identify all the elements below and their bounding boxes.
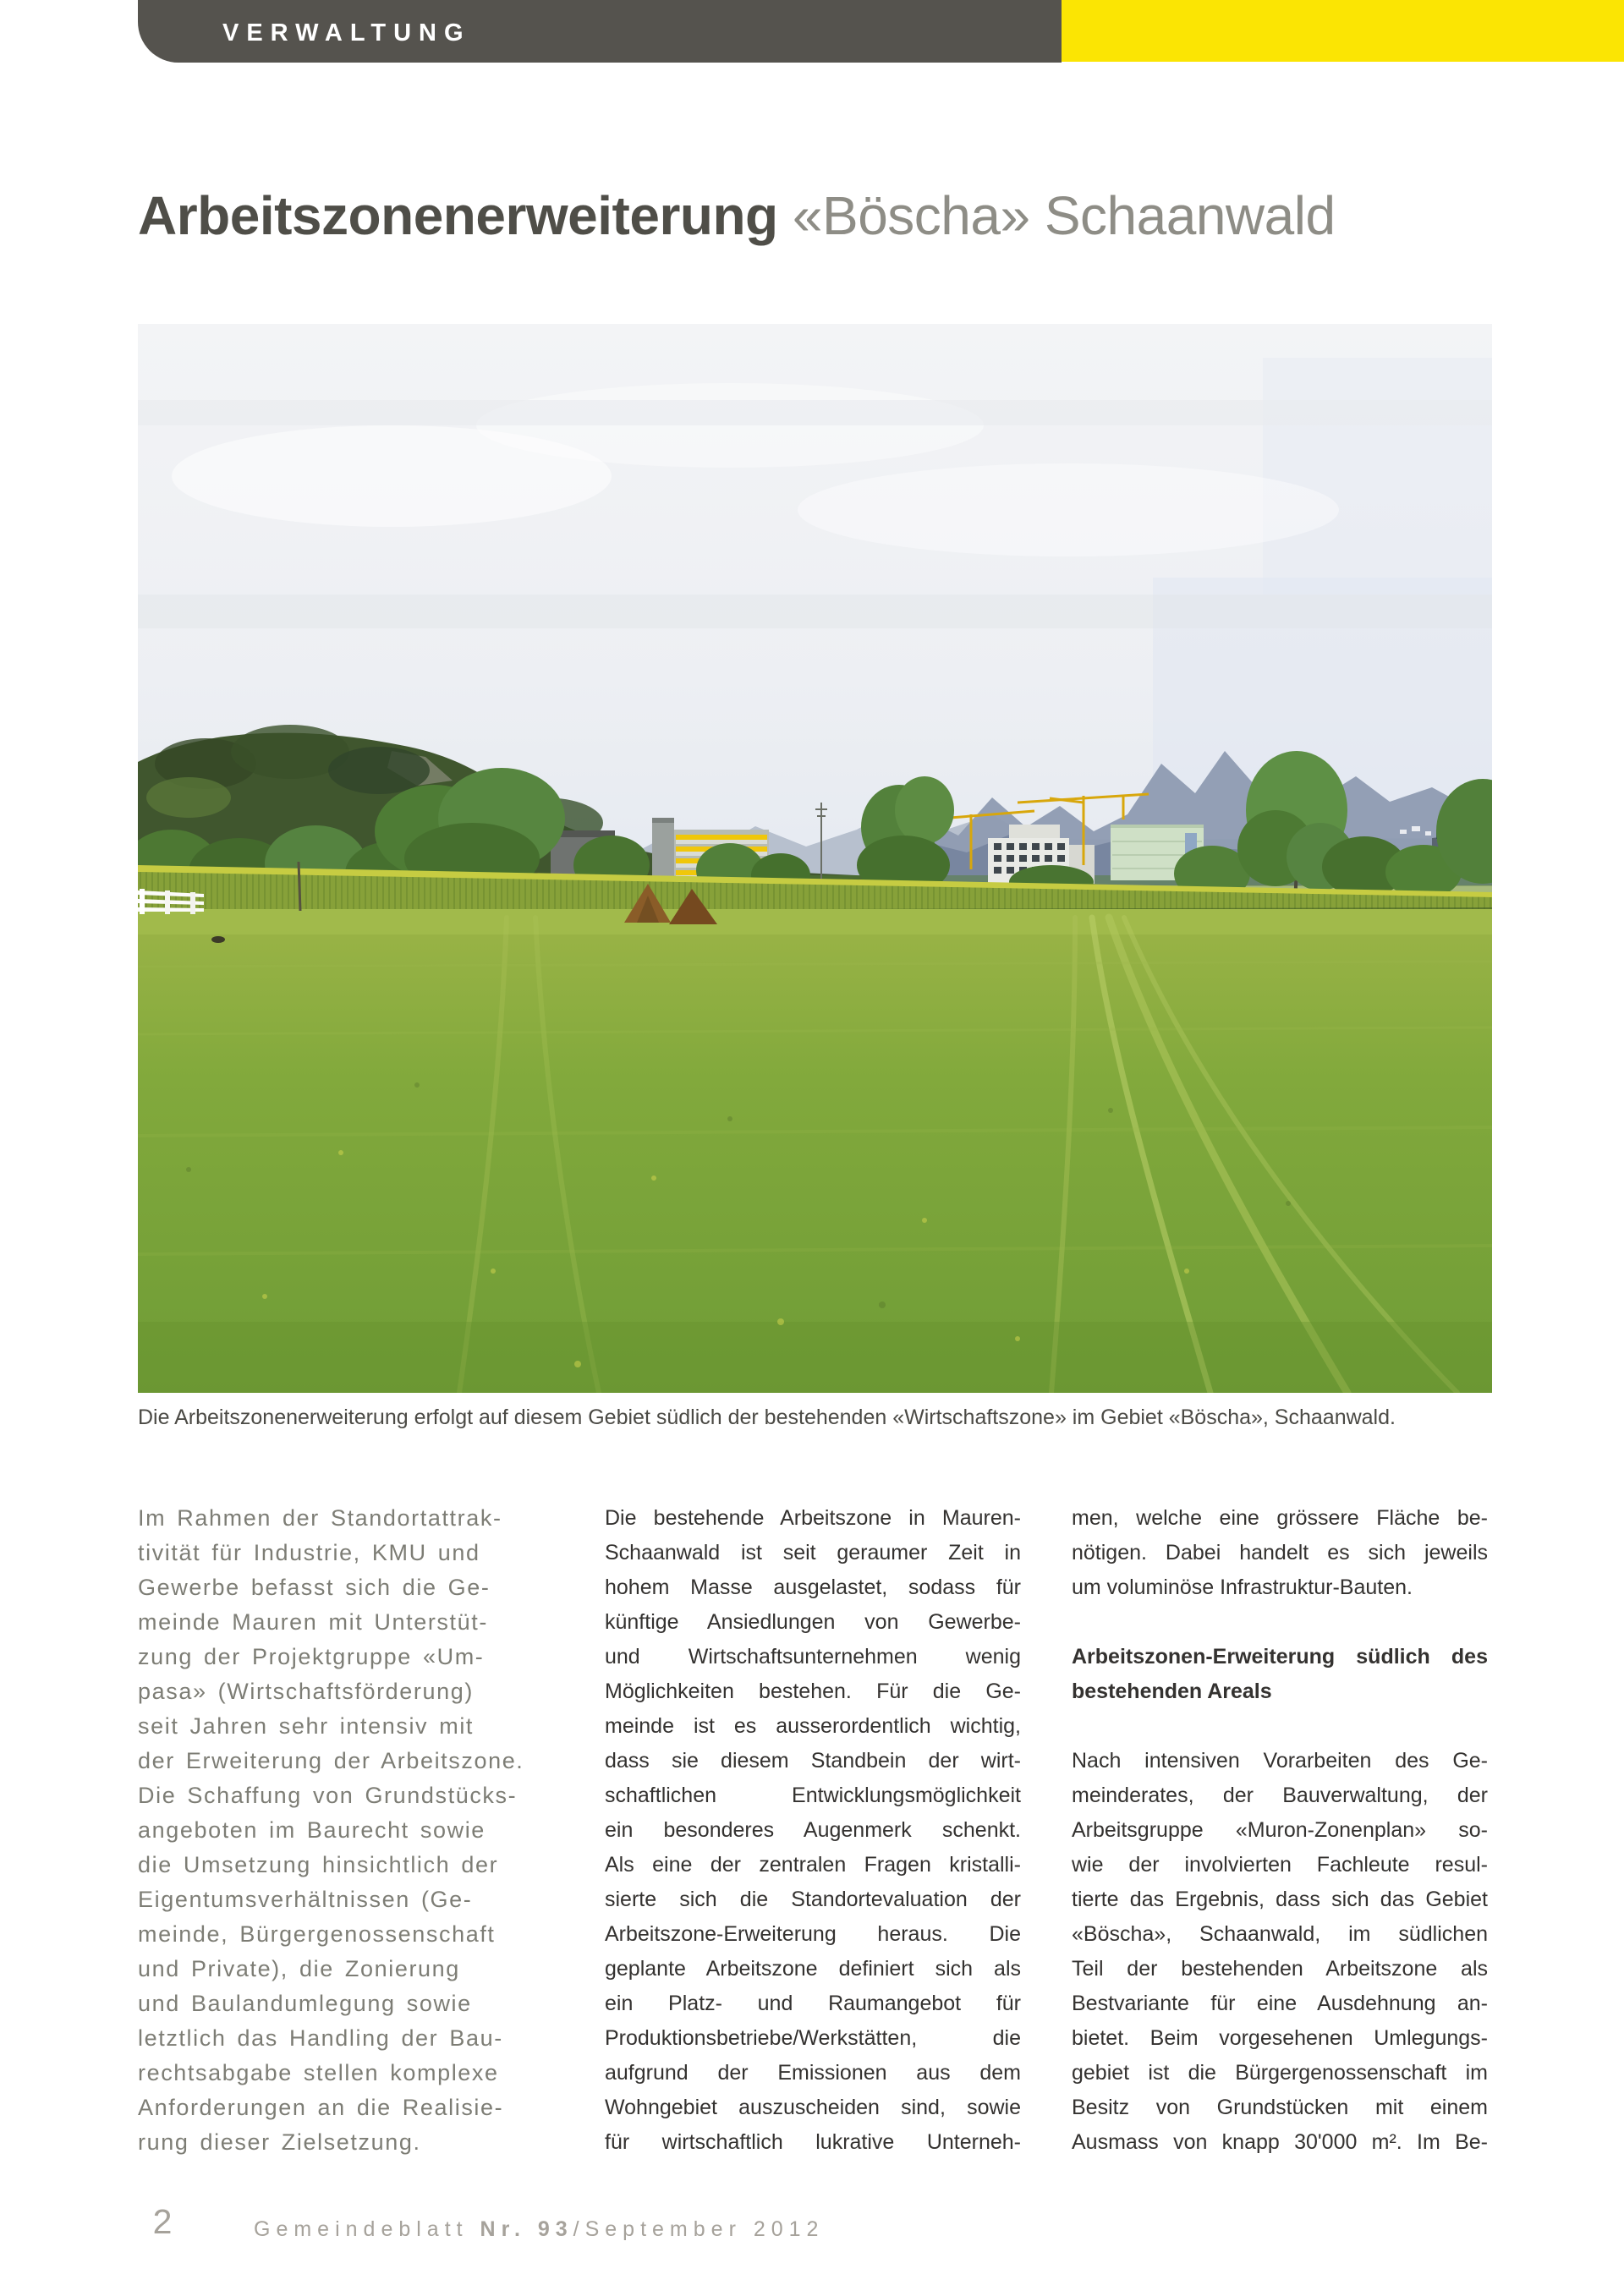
section-header-label: VERWALTUNG: [222, 19, 471, 47]
text-line: um voluminöse Infrastruktur-Bauten.: [1072, 1575, 1413, 1599]
text-line: «Böscha», Schaanwald, im südlichen: [1072, 1922, 1488, 1946]
article-photo: [138, 324, 1492, 1393]
page-title-light: «Böscha» Schaanwald: [777, 185, 1336, 246]
section-header-bar: [138, 0, 1062, 63]
text-line: rung dieser Zielsetzung.: [138, 2129, 421, 2155]
text-line: Anforderungen an die Realisie-: [138, 2095, 504, 2120]
text-line: seit Jahren sehr intensiv mit: [138, 1713, 475, 1739]
photo-white-fence: [138, 889, 204, 914]
text-line: Wohngebiet auszuscheiden sind, sowie: [605, 2096, 1021, 2119]
text-line: hohem Masse ausgelastet, sodass für: [605, 1575, 1021, 1599]
text-line: für wirtschaftlich lukrative Unterneh-: [605, 2130, 1021, 2154]
text-gap: [1072, 1709, 1488, 1744]
text-line: geplante Arbeitszone definiert sich als: [605, 1957, 1021, 1981]
text-line: künftige Ansiedlungen von Gewerbe-: [605, 1610, 1021, 1634]
text-line: Produktionsbetriebe/Werkstätten, die: [605, 2026, 1021, 2050]
photo-caption: Die Arbeitszonenerweiterung erfolgt auf diesem Gebiet südlich der bestehenden «Wirtschaftszone» im Gebiet «Böscha», Schaanwald.: [138, 1406, 1396, 1429]
text-line: Schaanwald ist seit geraumer Zeit in: [605, 1541, 1021, 1564]
text-line: tierte das Ergebnis, dass sich das Gebiet: [1072, 1888, 1488, 1911]
text-line: angeboten im Baurecht sowie: [138, 1817, 486, 1843]
page-title-bold: Arbeitszonenerweiterung: [138, 185, 778, 246]
text-line: Eigentumsverhältnissen (Ge-: [138, 1887, 473, 1912]
text-line: Möglichkeiten bestehen. Für die Ge-: [605, 1680, 1021, 1703]
text-line: Die bestehende Arbeitszone in Mauren-: [605, 1506, 1021, 1530]
page-number: 2: [152, 2202, 173, 2241]
footer-issue-date: /September 2012: [573, 2217, 825, 2241]
text-line: meinderates, der Bauverwaltung, der: [1072, 1784, 1488, 1807]
text-line: und Private), die Zonierung: [138, 1956, 460, 1981]
text-line: rechtsabgabe stellen komplexe: [138, 2060, 499, 2085]
text-line: Ausmass von knapp 30'000 m². Im Be-: [1072, 2130, 1488, 2154]
text-line: meinde, Bürgergenossenschaft: [138, 1921, 496, 1947]
text-line: pasa» (Wirtschaftsförderung): [138, 1679, 474, 1704]
text-line: Besitz von Grundstücken mit einem: [1072, 2096, 1488, 2119]
text-line: Arbeitszone-Erweiterung heraus. Die: [605, 1922, 1021, 1946]
text-line: Die Schaffung von Grundstücks-: [138, 1783, 518, 1808]
text-line: Gewerbe befasst sich die Ge-: [138, 1575, 491, 1600]
text-gap: [1072, 1605, 1488, 1640]
text-line: wie der involvierten Fachleute resul-: [1072, 1853, 1488, 1877]
text-line: meinde Mauren mit Unterstüt-: [138, 1609, 488, 1635]
text-line: aufgrund der Emissionen aus dem: [605, 2061, 1021, 2085]
text-line: und Baulandumlegung sowie: [138, 1991, 472, 2016]
article-column-middle: [605, 1501, 1021, 2160]
text-line: die Umsetzung hinsichtlich der: [138, 1852, 499, 1877]
text-line: tivität für Industrie, KMU und: [138, 1540, 480, 1565]
page-title: [138, 184, 1336, 247]
article-column-intro: [138, 1501, 554, 2160]
subheading-line: bestehenden Areals: [1072, 1680, 1272, 1703]
text-line: Als eine der zentralen Fragen kristalli-: [605, 1853, 1021, 1877]
text-line: schaftlichen Entwicklungsmöglichkeit: [605, 1784, 1021, 1807]
article-column-right: [1072, 1501, 1488, 2160]
text-line: dass sie diesem Standbein der wirt-: [605, 1749, 1021, 1773]
text-line: meinde ist es ausserordentlich wichtig,: [605, 1714, 1021, 1738]
text-line: bietet. Beim vorgesehenen Umlegungs-: [1072, 2026, 1488, 2050]
text-line: gebiet ist die Bürgergenossenschaft im: [1072, 2061, 1488, 2085]
photo-field: [138, 909, 1492, 1393]
text-line: ein besonderes Augenmerk schenkt.: [605, 1818, 1021, 1842]
footer-issue-number: Nr. 93: [480, 2217, 573, 2241]
text-line: Teil der bestehenden Arbeitszone als: [1072, 1957, 1488, 1981]
footer-journal-name: Gemeindeblatt: [254, 2217, 480, 2241]
subheading-line: Arbeitszonen-Erweiterung südlich des: [1072, 1645, 1488, 1669]
photo-pole: [299, 862, 300, 911]
text-line: sierte sich die Standortevaluation der: [605, 1888, 1021, 1911]
text-line: Arbeitsgruppe «Muron-Zonenplan» so-: [1072, 1818, 1488, 1842]
header-yellow-accent: [1062, 0, 1624, 62]
text-line: letztlich das Handling der Bau-: [138, 2025, 503, 2051]
text-line: zung der Projektgruppe «Um-: [138, 1644, 485, 1669]
text-line: men, welche eine grössere Fläche be-: [1072, 1506, 1488, 1530]
text-line: Im Rahmen der Standortattrak-: [138, 1505, 502, 1531]
text-line: nötigen. Dabei handelt es sich jeweils: [1072, 1541, 1488, 1564]
text-line: ein Platz- und Raumangebot für: [605, 1992, 1021, 2015]
text-line: und Wirtschaftsunternehmen wenig: [605, 1645, 1021, 1669]
text-line: der Erweiterung der Arbeitszone.: [138, 1748, 524, 1773]
footer-journal-line: [254, 2217, 824, 2242]
photo-field-mark: [211, 936, 225, 943]
text-line: Bestvariante für eine Ausdehnung an-: [1072, 1992, 1488, 2015]
text-line: Nach intensiven Vorarbeiten des Ge-: [1072, 1749, 1488, 1773]
